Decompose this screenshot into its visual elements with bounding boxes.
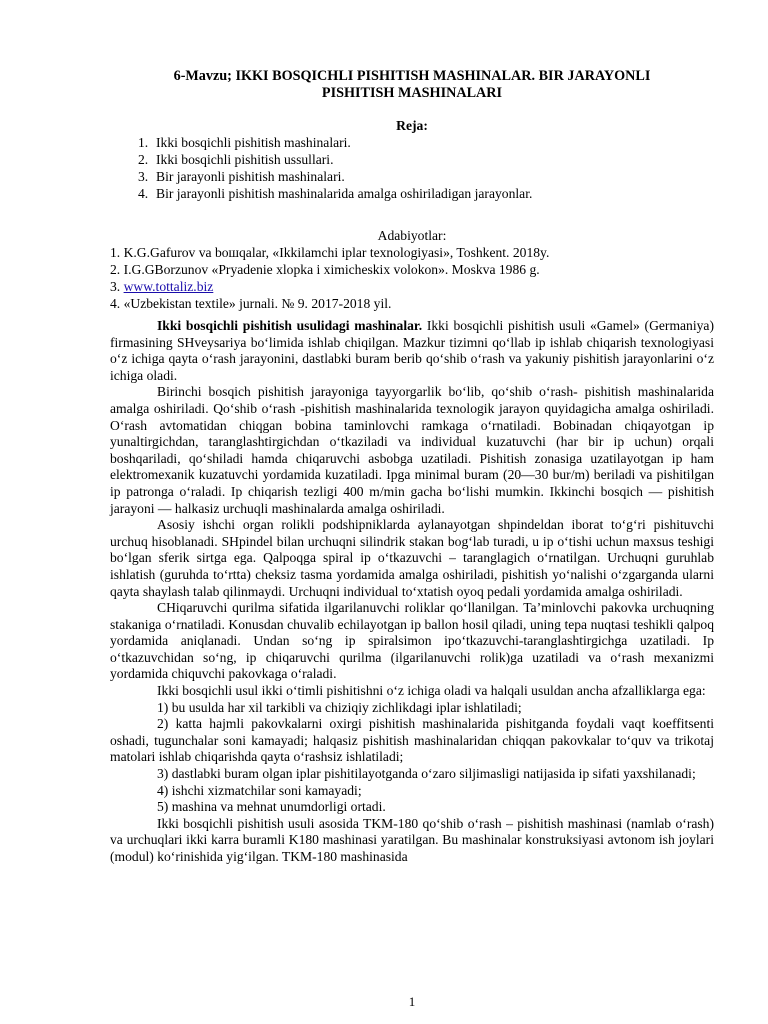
plan-item [138,186,532,203]
reference-item-3-prefix: 3. [110,279,124,294]
paragraph-1-text: Ikki bosqichli pishitish usuli «Gamel» (Germaniya) firmasining SHveysariya bo‘limida ishlab chiqilgan. Mazkur tizimni qo‘llab ip ishlab chiqarish texnologiyasi o‘z ichiga qayta o‘rash jarayonini, dastlabki buram berib qo‘shib o‘rash va yakuniy pishitish jarayonlarini o‘z ichiga oladi. [110,318,714,383]
plan-item-number: 1. [138,135,149,150]
plan-item-text: Bir jarayonli pishitish mashinalari. [156,169,345,184]
references-list [110,245,549,313]
reference-item-4: 4. «Uzbekistan textile» jurnali. № 9. 2017-2018 yil. [110,296,392,311]
advantage-item-2: 2) katta hajmli pakovkalarni oxirgi pishitish mashinalarida pishitganda foydali vaqt koeffitsenti oshadi, tugunchalar soni kamayadi; halqasiz pishitish mashinalaridan chiqqan pakovkalar to‘quv va trikotaj matolari ishlab chiqarishda qayta o‘rashsiz ishlatiladi; [110,716,714,765]
plan-item [138,135,532,152]
plan-item-number: 4. [138,186,149,201]
plan-item-number: 3. [138,169,149,184]
plan-item [138,169,532,186]
advantage-item-3: 3) dastlabki buram olgan iplar pishitilayotganda o‘zaro siljimasligi natijasida ip sifati yaxshilanadi; [157,766,696,782]
paragraph-2: Birinchi bosqich pishitish jarayoniga tayyorgarlik bo‘lib, qo‘shib o‘rash- pishitish mashinalarida amalga oshiriladi. Qo‘shib o‘rash -pishitish mashinalarida texnologik jarayon quyidagicha amalga oshiriladi. O‘rash avtomatidan chiqgan bobina taminlovchi ramkaga o‘rnatiladi. Bobinadan chiqayotgan ip yunaltirgichdan, taranglashtirgichdan o‘tkaziladi va individual kuzatuvchi (har bir ip uchun) orqali boshqariladi, qo‘shiladi hamda chiqaruvchi asbobga uzatiladi. Pishitish zonasiga uzatilayotgan ip ham elektromexanik kuzatuvchi yordamida kuzatiladi. Ipga minimal buram (20—30 bur/m) beriladi va pishitilgan ip patronga o‘raladi. Ip chiqarish tezligi 400 m/min gacha bo‘lishi mumkin. Ikkinchi bosqich — pishitish jarayoni — halkasiz urchuqli mashinalarda amalga oshiriladi. [110,384,714,516]
reference-item-3 [110,279,549,296]
advantage-item-4: 4) ishchi xizmatchilar soni kamayadi; [157,782,362,798]
page-number: 1 [408,994,416,1009]
paragraph-4: CHiqaruvchi qurilma sifatida ilgarilanuvchi roliklar qo‘llanilgan. Ta’minlovchi pakovka urchuqning stakaniga o‘rnatiladi. Konusdan chuvalib echilayotgan ip ballon hosil qiladi, uning tepa nuqtasi teshikli qalpoq yordamida aniqlanadi. Undan so‘ng ip spiralsimon ipo‘tkazuvchi-taranglashtirgichga uzatiladi. Ip o‘tkazuvchidan so‘ng, ip chiqaruvchi qurilma (ilgarilanuvchi rolik)ga uzatiladi va o‘rash mexanizmi yordamida chiquvchi pakovkaga o‘raladi. [110,600,714,682]
paragraph-6: Ikki bosqichli pishitish usuli asosida TKM-180 qo‘shib o‘rash – pishitish mashinasi (namlab o‘rash) va urchuqlari ikki karra buramli K180 mashinasi yaratilgan. Bu mashinalar konstruksiyasi avtonom ish joylari (modul) ko‘rinishida yig‘ilgan. TKM-180 mashinasida [110,815,714,864]
paragraph-1 [110,318,714,384]
document-title [110,68,714,102]
plan-item-text: Ikki bosqichli pishitish ussullari. [156,152,334,167]
title-line-1: 6-Mavzu; IKKI BOSQICHLI PISHITISH MASHINALAR. BIR JARAYONLI [173,68,651,84]
plan-heading: Reja: [396,118,428,133]
paragraph-3: Asosiy ishchi organ rolikli podshipniklarda aylanayotgan shpindeldan iborat to‘g‘ri pishituvchi urchuq hisoblanadi. SHpindel bilan urchuqni silindrik stakan bog‘lab turadi, u ip o‘tishi uchun maxsus teshigi bo‘lgan sferik sirtga ega. Qalpoqga spiral ip o‘tkazuvchi – taranglagich o‘rnatilgan. Urchuqni guruhlab ishlatish (guruhda to‘rtta) cheksiz tasma yordamida amalga oshiriladi, pishitish yo‘nalishi o‘zgarganda ularni qayta shaylash talab qilinmaydi. Urchuqni individual to‘xtatish oyoq pedali yordamida amalga oshiriladi. [110,517,714,599]
plan-item-text: Bir jarayonli pishitish mashinalarida amalga oshiriladigan jarayonlar. [156,186,533,201]
reference-item-2: 2. I.G.GBorzunov «Pryadenie xlopka i ximicheskix volokon». Moskva 1986 g. [110,262,540,277]
advantage-item-5: 5) mashina va mehnat unumdorligi ortadi. [157,799,386,815]
plan-item-number: 2. [138,152,149,167]
references-heading: Adabiyotlar: [377,228,447,243]
paragraph-5: Ikki bosqichli usul ikki o‘timli pishitishni o‘z ichiga oladi va halqali usuldan ancha afzalliklarga ega: [157,683,706,699]
section-heading: Ikki bosqichli pishitish usulidagi mashinalar. [157,318,423,333]
advantage-item-1: 1) bu usulda har xil tarkibli va chiziqiy zichlikdagi iplar ishlatiladi; [157,699,522,715]
title-line-2: PISHITISH MASHINALARI [321,85,503,101]
body-text [110,318,714,866]
reference-item-1: 1. K.G.Gafurov va boшqalar, «Ikkilamchi iplar texnologiyasi», Toshkent. 2018y. [110,245,550,260]
reference-link[interactable]: www.tottaliz.biz [123,279,214,294]
plan-item [138,152,532,169]
plan-list [138,135,532,203]
plan-item-text: Ikki bosqichli pishitish mashinalari. [156,135,351,150]
